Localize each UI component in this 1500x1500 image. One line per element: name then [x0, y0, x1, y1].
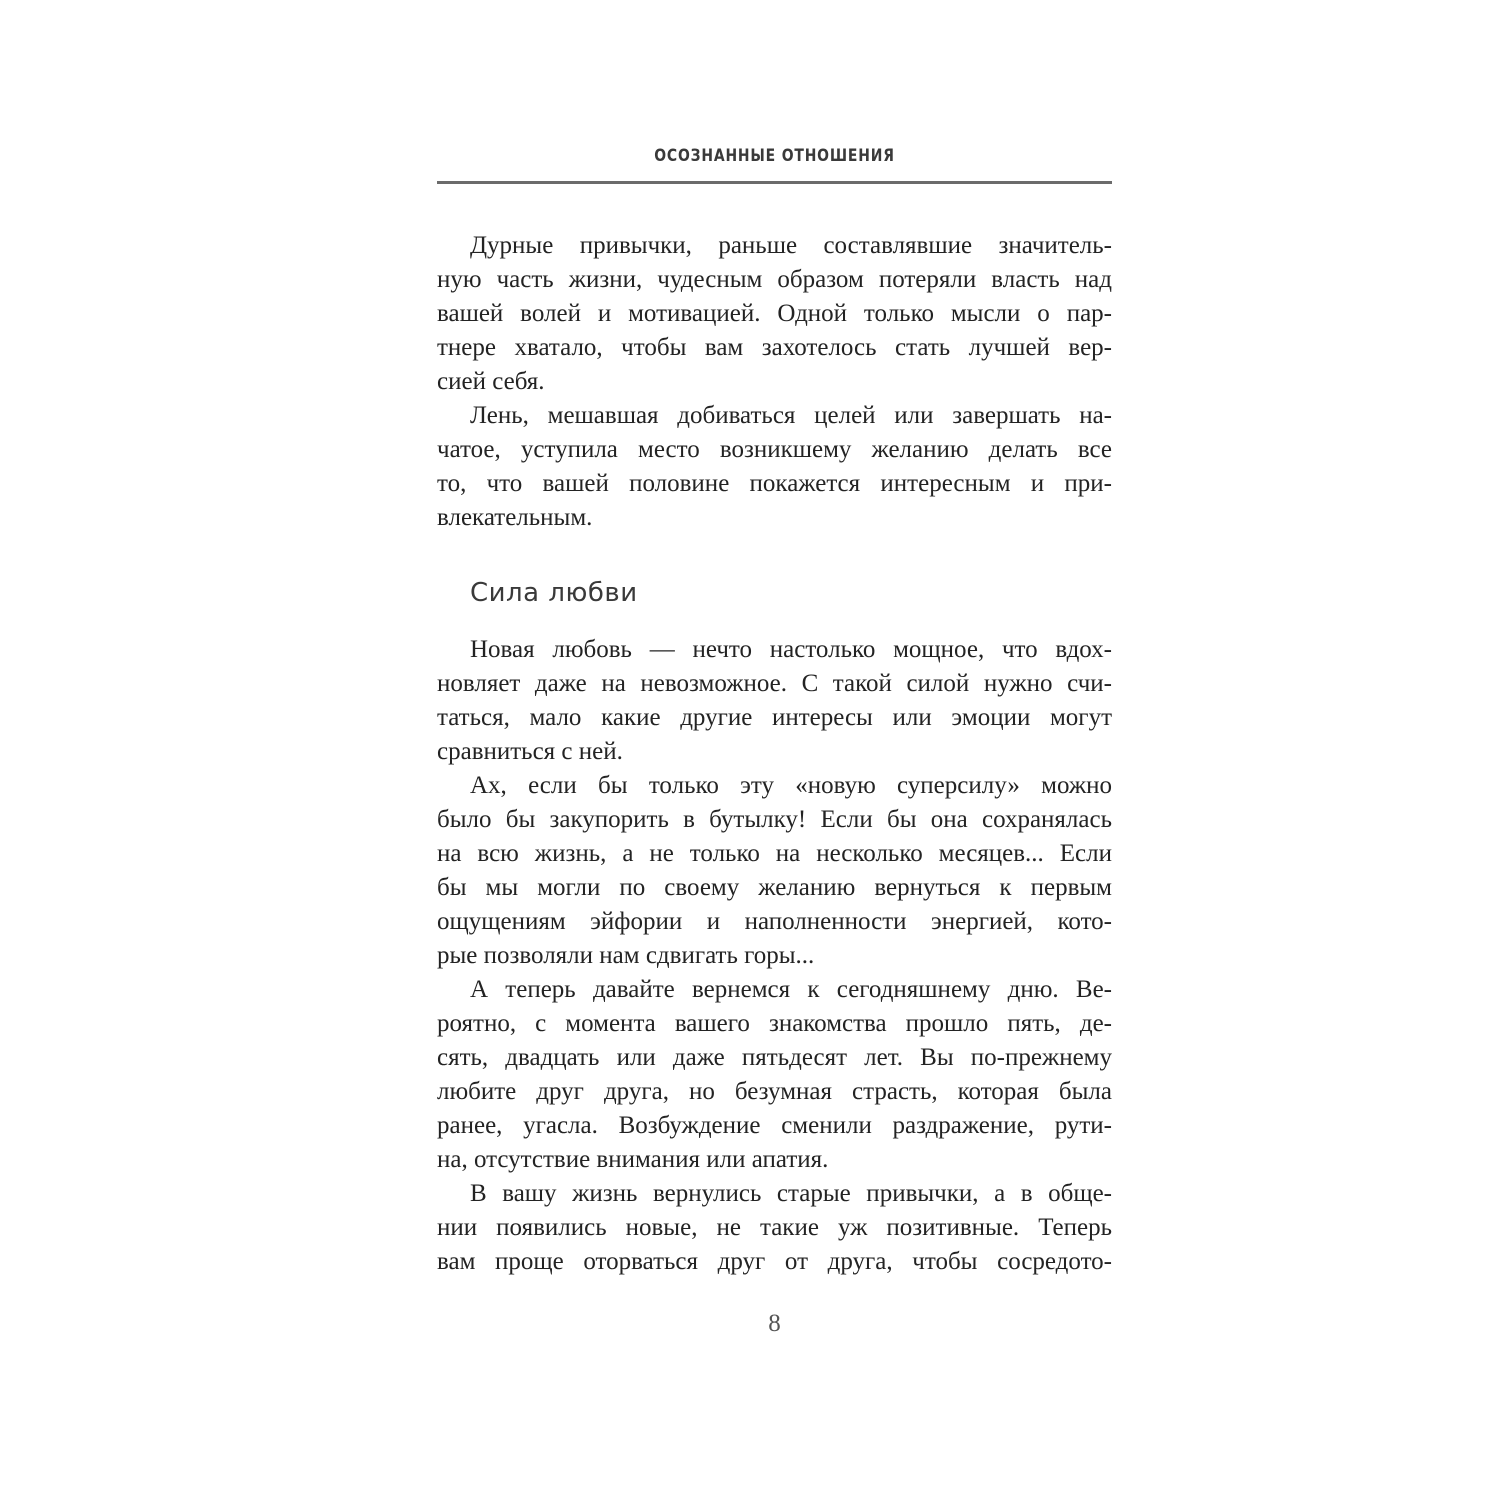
text-line: было бы закупорить в бутылку! Если бы она сохранялась — [437, 806, 1112, 833]
text-line: Ах, если бы только эту «новую суперсилу» можно — [470, 772, 1112, 799]
text-line: вам проще оторваться друг от друга, чтобы сосредото- — [437, 1248, 1112, 1275]
text-line: на всю жизнь, а не только на несколько месяцев... Если — [437, 840, 1112, 867]
text-line: влекательным. — [437, 504, 593, 531]
text-line: ощущениям эйфории и наполненности энергией, кото- — [437, 908, 1112, 935]
book-page — [437, 0, 1112, 1500]
text-line: на, отсутствие внимания или апатия. — [437, 1146, 829, 1173]
text-line: ранее, угасла. Возбуждение сменили раздражение, рути- — [437, 1112, 1112, 1139]
text-line: сять, двадцать или даже пятьдесят лет. Вы по-прежнему — [437, 1044, 1112, 1071]
text-line: чатое, уступила место возникшему желанию делать все — [437, 436, 1112, 463]
text-line: сравниться с ней. — [437, 738, 623, 765]
text-line: сией себя. — [437, 368, 545, 395]
text-line: тнере хватало, чтобы вам захотелось стать лучшей вер- — [437, 334, 1112, 361]
text-line: новляет даже на невозможное. С такой силой нужно счи- — [437, 670, 1112, 697]
text-line: нии появились новые, не такие уж позитивные. Теперь — [437, 1214, 1112, 1241]
text-line: Новая любовь — нечто настолько мощное, что вдох- — [470, 636, 1112, 663]
text-line: В вашу жизнь вернулись старые привычки, а в обще- — [470, 1180, 1112, 1207]
text-line: таться, мало какие другие интересы или эмоции могут — [437, 704, 1112, 731]
text-line: Дурные привычки, раньше составлявшие значитель- — [470, 232, 1112, 259]
text-line: Лень, мешавшая добиваться целей или завершать на- — [470, 402, 1112, 429]
text-line: роятно, с момента вашего знакомства прошло пять, де- — [437, 1010, 1112, 1037]
text-line: бы мы могли по своему желанию вернуться к первым — [437, 874, 1112, 901]
text-line: вашей волей и мотивацией. Одной только мысли о пар- — [437, 300, 1112, 327]
text-line: ную часть жизни, чудесным образом потеряли власть над — [437, 266, 1112, 293]
section-heading: Сила любви — [470, 578, 638, 608]
text-line: любите друг друга, но безумная страсть, которая была — [437, 1078, 1112, 1105]
header-rule — [437, 181, 1112, 184]
text-line: то, что вашей половине покажется интересным и при- — [437, 470, 1112, 497]
page-number: 8 — [768, 1310, 781, 1337]
text-line: рые позволяли нам сдвигать горы... — [437, 942, 815, 969]
text-line: А теперь давайте вернемся к сегодняшнему дню. Ве- — [470, 976, 1112, 1003]
running-head: ОСОЗНАННЫЕ ОТНОШЕНИЯ — [654, 146, 895, 166]
